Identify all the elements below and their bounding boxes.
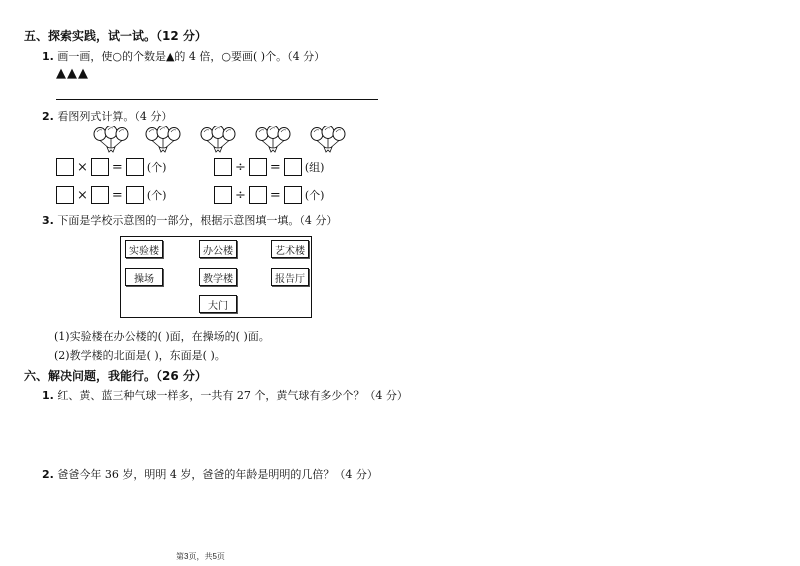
answer-box[interactable]: [249, 186, 267, 204]
equals-sign: =: [269, 187, 281, 203]
question-text: 看图列式计算。（4 分）: [57, 110, 173, 123]
question-number: 3.: [42, 214, 54, 227]
answer-box[interactable]: [126, 186, 144, 204]
balloon-bunch-icon: [145, 126, 181, 154]
building-damen: 大门: [199, 295, 237, 313]
multiply-sign: ×: [77, 159, 88, 175]
answer-box[interactable]: [91, 186, 109, 204]
question-text: 红、黄、蓝三种气球一样多，一共有 27 个，黄气球有多少个？（4 分）: [57, 389, 408, 402]
balloon-bunch-icon: [200, 126, 236, 154]
question-text: 爸爸今年 36 岁，明明 4 岁，爸爸的年龄是明明的几倍？（4 分）: [57, 468, 378, 481]
answer-box[interactable]: [249, 158, 267, 176]
question-6-2: [42, 466, 378, 482]
balloon-bunch-icon: [93, 126, 129, 154]
question-number: 2.: [42, 468, 54, 481]
multiply-equation-2: [56, 186, 166, 204]
question-number: 1.: [42, 389, 54, 402]
question-number: 2.: [42, 110, 54, 123]
page-footer: 第3页，共5页: [176, 552, 225, 561]
multiply-sign: ×: [77, 187, 88, 203]
balloon-bunch-icon: [310, 126, 346, 154]
unit-label: (个): [146, 189, 167, 202]
balloon-bunch-icon: [255, 126, 291, 154]
question-5-2: [42, 108, 172, 124]
divide-equation-1: [214, 158, 324, 176]
equals-sign: =: [111, 187, 123, 203]
unit-label: (个): [146, 161, 167, 174]
building-baogaoting: 报告厅: [271, 268, 309, 286]
building-shiyanlou: 实验楼: [125, 240, 163, 258]
question-5-3-sub1: (1)实验楼在办公楼的( )面，在操场的( )面。: [54, 330, 270, 343]
equals-sign: =: [269, 159, 281, 175]
answer-box[interactable]: [284, 158, 302, 176]
answer-box[interactable]: [56, 158, 74, 176]
answer-box[interactable]: [284, 186, 302, 204]
divide-sign: ÷: [235, 187, 246, 203]
question-5-3: [42, 212, 337, 228]
building-caochang: 操场: [125, 268, 163, 286]
section-5-title: 五、探索实践，试一试。（12 分）: [24, 29, 207, 43]
divide-equation-2: [214, 186, 324, 204]
section-6-title: 六、解决问题，我能行。（26 分）: [24, 369, 207, 383]
answer-box[interactable]: [126, 158, 144, 176]
multiply-equation-1: [56, 158, 166, 176]
question-text: 画一画，使○的个数是▲的 4 倍，○要画( )个。（4 分）: [57, 50, 326, 63]
building-yishulou: 艺术楼: [271, 240, 309, 258]
question-6-1: [42, 387, 408, 403]
question-5-3-sub2: (2)教学楼的北面是( )，东面是( )。: [54, 349, 226, 362]
equals-sign: =: [111, 159, 123, 175]
building-jiaoxuelou: 教学楼: [199, 268, 237, 286]
building-bangonglou: 办公楼: [199, 240, 237, 258]
answer-box[interactable]: [214, 158, 232, 176]
answer-box[interactable]: [56, 186, 74, 204]
divide-sign: ÷: [235, 159, 246, 175]
school-map: [120, 236, 312, 318]
unit-label: (组): [304, 161, 325, 174]
question-text: 下面是学校示意图的一部分，根据示意图填一填。（4 分）: [57, 214, 338, 227]
question-5-1: [42, 48, 325, 64]
triangle-icons: ▲▲▲: [56, 66, 89, 81]
answer-box[interactable]: [91, 158, 109, 176]
answer-box[interactable]: [214, 186, 232, 204]
question-number: 1.: [42, 50, 54, 63]
unit-label: (个): [304, 189, 325, 202]
answer-line[interactable]: [56, 99, 378, 100]
